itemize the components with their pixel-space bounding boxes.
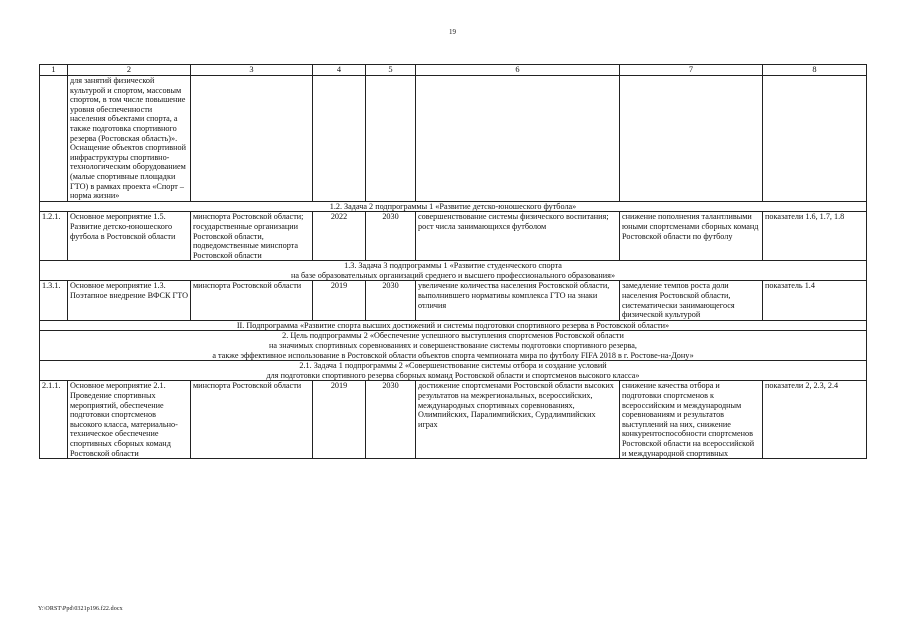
header-cell: 3 [191, 65, 313, 76]
executor-cell: минспорта Ростовской области [191, 281, 313, 320]
measure-name-cell: Основное мероприятие 1.3. Поэтапное внедрение ВФСК ГТО [68, 281, 191, 320]
section-row [40, 261, 867, 281]
row-number: 2.1.1. [40, 381, 68, 459]
section-heading-line: на базе образовательных организаций среднего и высшего профессионального образования» [290, 270, 616, 280]
section-heading [40, 361, 867, 381]
section-heading-line: 1.3. Задача 3 подпрограммы 1 «Развитие студенческого спорта [344, 261, 562, 271]
table-cell [416, 76, 620, 202]
section-heading: 1.2. Задача 2 подпрограммы 1 «Развитие детско-юношеского футбола» [40, 201, 867, 212]
section-heading-line: для подготовки спортивного резерва сборных команд Ростовской области и спортсменов высокого класса» [266, 370, 640, 380]
end-year-cell: 2030 [366, 381, 416, 459]
section-row [40, 361, 867, 381]
measure-name-cell: Основное мероприятие 2.1. Проведение спортивных мероприятий, обеспечение подготовки спортсменов высокого класса, материально-техническое обеспечение спортивных сборных команд Ростовской области [68, 381, 191, 459]
expected-result-cell: увеличение количества населения Ростовской области, выполнившего нормативы комплекса ГТО на знаки отличия [416, 281, 620, 320]
section-row [40, 201, 867, 212]
table-cell [191, 76, 313, 202]
program-table [39, 64, 867, 459]
executor-cell: минспорта Ростовской области [191, 381, 313, 459]
section-heading-line: 2.1. Задача 1 подпрограммы 2 «Совершенствование системы отбора и создание условий [299, 361, 607, 371]
header-cell: 2 [68, 65, 191, 76]
indicators-cell: показатель 1.4 [763, 281, 867, 320]
measure-name-cell: Основное мероприятие 1.5. Развитие детско-юношеского футбола в Ростовской области [68, 212, 191, 261]
header-cell: 8 [763, 65, 867, 76]
indicators-cell: показатели 1.6, 1.7, 1.8 [763, 212, 867, 261]
section-heading-line: а также эффективное использование в Ростовской области объектов спорта чемпионата мира по футболу FIFA 2018 в г. Ростове-на-Дону» [212, 350, 694, 360]
table-row [40, 281, 867, 320]
section-row [40, 320, 867, 331]
consequence-cell: снижение качества отбора и подготовки спортсменов к всероссийским и международным соревнованиям и результатов выступлений на них, снижение конкурентоспособности спортсменов Ростовской области на всероссийской и международной спортивных [620, 381, 763, 459]
table-cell [313, 76, 366, 202]
start-year-cell: 2022 [313, 212, 366, 261]
section-heading-line: на значимых спортивных соревнованиях и совершенствование системы подготовки спортивного резерва, [269, 341, 637, 351]
expected-result-cell: достижение спортсменами Ростовской области высоких результатов на межрегиональных, всероссийских, международных спортивных соревнованиях, Олимпийских, Паралимпийских, Сурдлимпийских играх [416, 381, 620, 459]
table-row [40, 381, 867, 459]
row-number: 1.2.1. [40, 212, 68, 261]
indicators-cell: показатели 2, 2.3, 2.4 [763, 381, 867, 459]
table-cell [620, 76, 763, 202]
section-heading [40, 331, 867, 361]
section-heading-line: 2. Цель подпрограммы 2 «Обеспечение успешного выступления спортсменов Ростовской области [282, 331, 624, 341]
header-cell: 5 [366, 65, 416, 76]
header-cell: 7 [620, 65, 763, 76]
consequence-cell: снижение пополнения талантливыми юными спортсменами сборных команд Ростовской области по футболу [620, 212, 763, 261]
table-row [40, 212, 867, 261]
table-cell [763, 76, 867, 202]
expected-result-cell: совершенствование системы физического воспитания; рост числа занимающихся футболом [416, 212, 620, 261]
header-row [40, 65, 867, 76]
start-year-cell: 2019 [313, 381, 366, 459]
header-cell: 4 [313, 65, 366, 76]
row-number: 1.3.1. [40, 281, 68, 320]
header-cell: 1 [40, 65, 68, 76]
consequence-cell: замедление темпов роста доли населения Ростовской области, систематически занимающегося физической культурой [620, 281, 763, 320]
section-row [40, 331, 867, 361]
file-path-footer: Y:\ORST\Ppd\0321p196.f22.docx [38, 606, 123, 612]
table-row [40, 76, 867, 202]
start-year-cell: 2019 [313, 281, 366, 320]
executor-cell: минспорта Ростовской области; государственные организации Ростовской области, подведомственные минспорта Ростовской области [191, 212, 313, 261]
header-cell: 6 [416, 65, 620, 76]
table-cell [366, 76, 416, 202]
end-year-cell: 2030 [366, 212, 416, 261]
table-cell [40, 76, 68, 202]
section-heading [40, 261, 867, 281]
end-year-cell: 2030 [366, 281, 416, 320]
page-number: 19 [449, 28, 456, 36]
measure-name-cell: для занятий физической культурой и спортом, массовым спортом, в том числе повышение уровня обеспеченности населения объектами спорта, а также подготовка спортивного резерва (Ростовская область)». Оснащение объектов спортивной инфраструктуры спортивно-технологическим оборудованием (малые спортивные площадки ГТО) в рамках проекта «Спорт – норма жизни» [68, 76, 191, 202]
subprogram-heading: II. Подпрограмма «Развитие спорта высших достижений и системы подготовки спортивного резерва в Ростовской области» [40, 320, 867, 331]
